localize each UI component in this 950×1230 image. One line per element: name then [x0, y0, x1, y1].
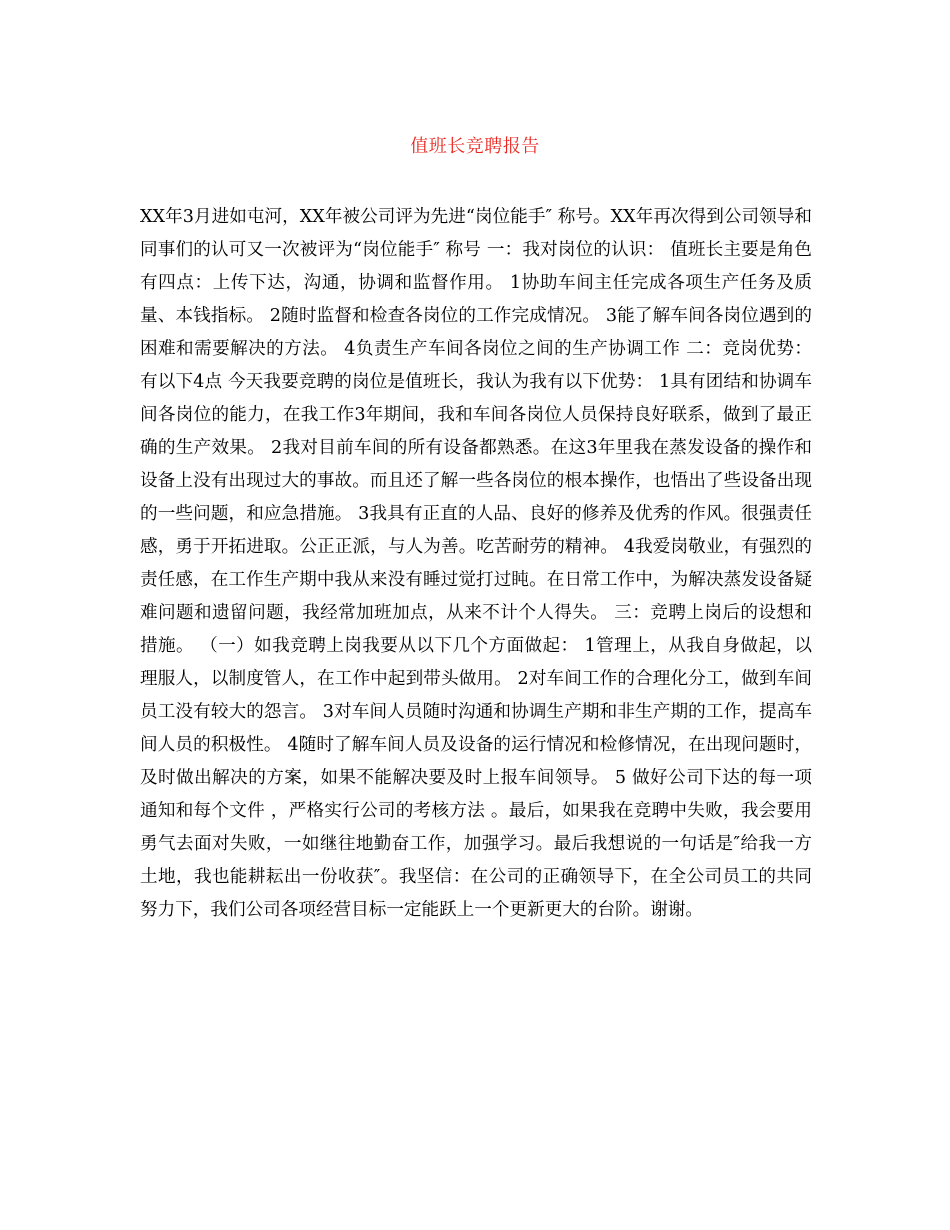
document-title: 值班长竞聘报告 [410, 136, 540, 157]
document-body: XX年3月进如屯河，XX年被公司评为先进“岗位能手″ 称号。XX年再次得到公司领导和同事们的认可又一次被评为“岗位能手″ 称号 一：我对岗位的认识： 值班长主要是角色有四点：上传下达，沟通，协调和监督作用。 1协助车间主任完成各项生产任务及质量、本钱指标。 2随时监督和检查各岗位的工作完成情况。 3能了解车间各岗位遇到的困难和需要解决的方法。 4负责生产车间各岗位之间的生产协调工作 二：竞岗优势：有以下4点 今天我要竞聘的岗位是值班长，我认为我有以下优势： 1具有团结和协调车间各岗位的能力，在我工作3年期间，我和车间各岗位人员保持良好联系，做到了最正确的生产效果。 2我对目前车间的所有设备都熟悉。在这3年里我在蒸发设备的操作和设备上没有出现过大的事故。而且还了解一些各岗位的根本操作，也悟出了些设备出现的一些问题，和应急措施。 3我具有正直的人品、良好的修养及优秀的作风。很强责任感，勇于开拓进取。公正正派，与人为善。吃苦耐劳的精神。 4我爱岗敬业，有强烈的责任感，在工作生产期中我从来没有睡过觉打过盹。在日常工作中，为解决蒸发设备疑难问题和遗留问题，我经常加班加点，从来不计个人得失。 三：竞聘上岗后的设想和措施。 （一）如我竞聘上岗我要从以下几个方面做起： 1管理上，从我自身做起，以理服人，以制度管人，在工作中起到带头做用。 2对车间工作的合理化分工，做到车间员工没有较大的怨言。 3对车间人员随时沟通和协调生产期和非生产期的工作，提高车间人员的积极性。 4随时了解车间人员及设备的运行情况和检修情况，在出现问题时，及时做出解决的方案，如果不能解决要及时上报车间领导。 5 做好公司下达的每一项通知和每个文件 ，严格实行公司的考核方法 。最后，如果我在竞聘中失败，我会要用勇气去面对失败，一如继往地勤奋工作，加强学习。最后我想说的一句话是″给我一方土地，我也能耕耘出一份收获″。我坚信：在公司的正确领导下，在全公司员工的共同努力下，我们公司各项经营目标一定能跃上一个更新更大的台阶。谢谢。 [140, 207, 812, 920]
